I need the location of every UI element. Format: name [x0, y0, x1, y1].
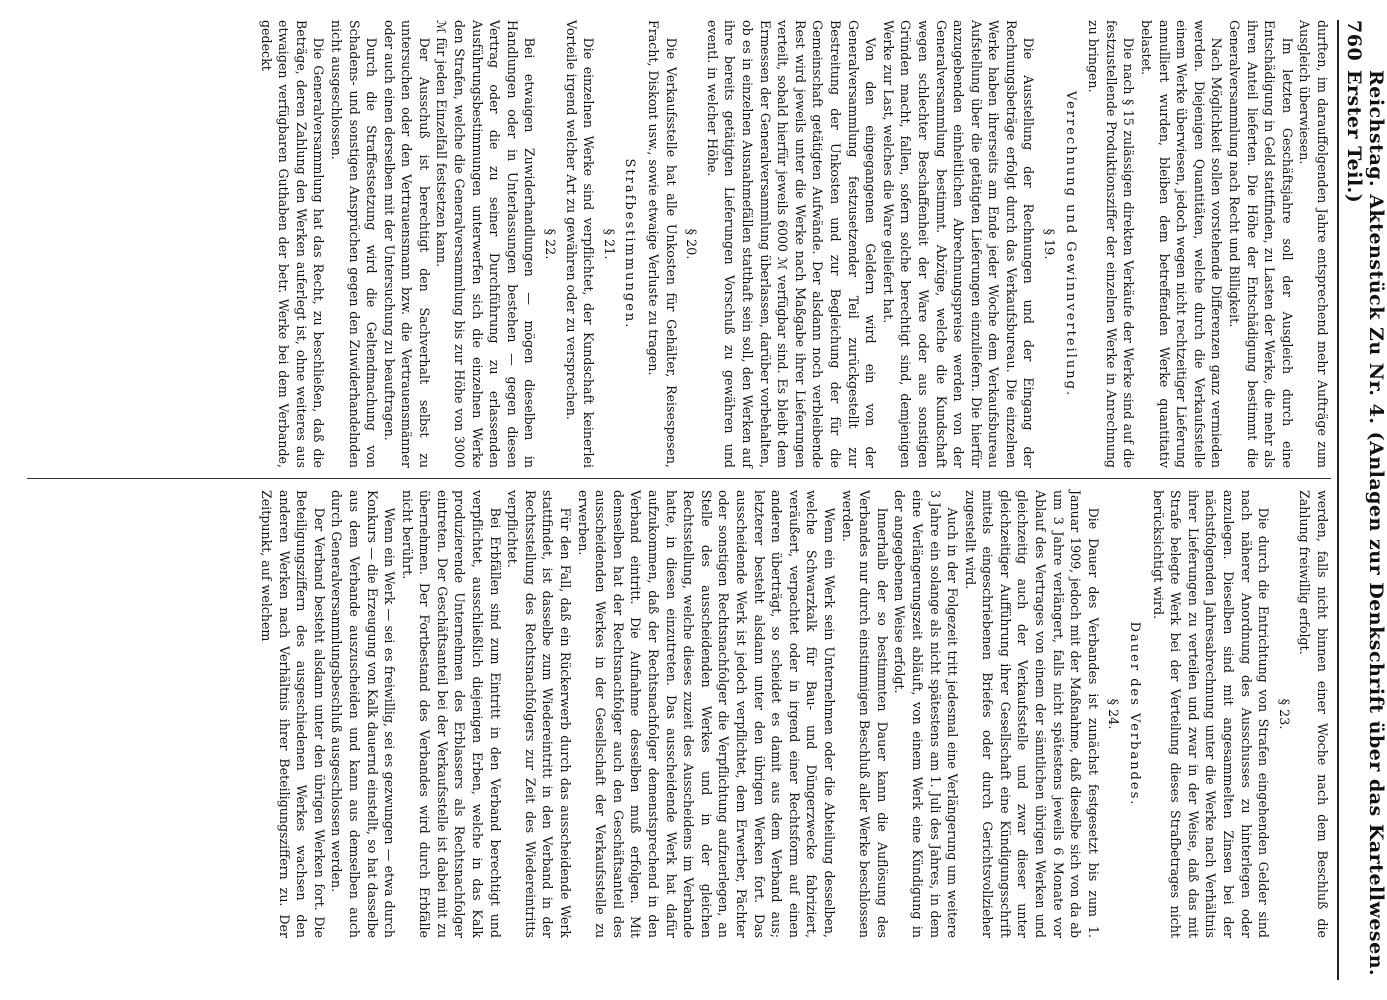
body-paragraph: Die durch die Entrichtung von Strafen eingehenden Gelder sind nach näherer Anordnung des Ausschusses zu hinterlegen oder anzulegen. Dieselben sind mit angesammelten Zinsen bei der nächstfolgenden Jahresabrechnung unter die Werke nach Verhältnis ihrer Lieferungen zu verteilen und zwar in der Weise, daß das mit Strafe belegte Werk bei der Verteilung dieses Strafbetrages nicht berücksichtigt wird.: [1150, 490, 1271, 938]
scanned-page: [7, 20, 1387, 980]
body-paragraph: Die Dauer des Verbandes ist zunächst festgesetzt bis zum 1. Januar 1909, jedoch mit der Maßnahme, daß dieselbe sich von da ab um 3 Jahre verlängert, falls nicht spätestens jeweils 6 Monate vor Ablauf des Vertrages von einem der sämtlichen übrigen Werken und gleichzeitig auch der Verkaufsstelle und zwar dieser unter gleichzeitiger Aufführung ihrer Gesellschaft eine Kündigungsschrift mittels eingeschriebenen Briefes oder durch Gerichtsvollzieher zugestellt wird.: [962, 490, 1101, 938]
body-paragraph: werden, falls nicht binnen einer Woche nach dem Beschluß die Zahlung freiwillig erfolgt.: [1296, 490, 1330, 938]
paragraph-number: § 23.: [1275, 698, 1291, 730]
paragraph-number: § 19.: [1040, 228, 1056, 260]
body-paragraph: Die Ausstellung der Rechnungen und der Eingang der Rechnungsbeträge erfolgt durch das Verkaufsbureau. Die einzelnen Werke haben ihrerseits am Ende jeder Woche dem Verkaufsbureau Aufstellung über die getätigten Lieferungen einzuliefern. Die hierfür anzugebenden einheitlichen Abrechnungspreise werden von der Generalversammlung bestimmt. Abzüge, welche die Kundschaft wegen schlechter Beschaffenheit der Ware oder aus sonstigen Gründen macht, fallen, sofern solche berechtigt sind, demjenigen Werke zur Last, welches die Ware geliefert hat.: [880, 20, 1036, 468]
body-paragraph: Nach Möglichkeit sollen vorstehende Differenzen ganz vermieden werden. Diejenigen Quantitäten, welche durch die Verkaufsstelle einem Werke überwiesen, jedoch wegen nicht rechtzeitiger Lieferung annulliert wurden, bleiben dem betreffenden Werke quantitativ belastet.: [1138, 20, 1224, 468]
section-heading: Dauer des Verbandes.: [1126, 621, 1142, 807]
paragraph-number: § 24.: [1104, 698, 1120, 730]
paragraph-number: § 21.: [600, 228, 616, 260]
body-paragraph: Bei Erbfällen sind zum Eintritt in den Verband berechtigt und verpflichtet, ausschließlich diejenigen Erben, welche in das Kalk produzierende Unternehmen des Erblassers als Rechtsnachfolger eintreten. Der Geschäftsanteil bei der Verkaufsstelle ist dabei mit zu übernehmen. Der Fortbestand des Verbandes wird durch Erbfälle nicht berührt.: [399, 490, 503, 938]
body-paragraph: Die Generalversammlung hat das Recht, zu beschließen, daß die Beträge, deren Zahlung den Werken auferlegt ist, ohne weiteres aus etwaigen verfügbaren Guthaben der betr. Werke bei dem Verbande, gedeckt: [258, 20, 326, 468]
body-paragraph: Die nach § 15 zulässigen direkten Verkäufe der Werke sind auf die festzustellende Produktionsziffer der einzelnen Werke in Anrechnung zu bringen.: [1085, 20, 1136, 468]
section-heading: Strafbestimmungen.: [621, 158, 637, 330]
body-paragraph: Der Verband besteht alsdann unter den übrigen Werken fort. Die Beteiligungsziffern des ausgeschiedenen Werkes wachsen den anderen Werken nach Verhältnis ihrer Beteiligungsziffern zu. Der Zeitpunkt, auf welchem: [258, 490, 327, 938]
body-paragraph: Der Ausschuß ist berechtigt den Sachverhalt selbst zu untersuchen oder den Vertrauensmann bzw. die Vertrauensmänner oder auch einen derselben mit der Untersuchung zu beauftragen.: [381, 20, 432, 468]
body-paragraph: Wenn ein Werk sein Unternehmen oder die Abteilung desselben, welche Schwarzkalk für Bau- und Düngerzwecke fabriziert, veräußert, verpachtet oder in irgend einer Rechtsform auf einen anderen überträgt, so scheidet es damit aus dem Verband aus; letzterer besteht alsdann unter den übrigen Werken fort. Das ausscheidende Werk ist jedoch verpflichtet, dem Erwerber, Pächter oder sonstigen Rechtsnachfolger die Verpflichtung aufzuerlegen, an Stelle des ausscheidenden Werkes und in der gleichen Rechtsstellung, welche dieses zuzeit des Ausscheidens im Verbande hatte, in diesen einzutreten. Das ausscheidende Werk hat dafür aufzukommen, daß der Rechtsnachfolger demenstsprechend in den Verband eintritt. Die Aufnahme desselben muß erfolgen. Mit demselben hat der Rechtsnachfolger auch den Geschäftsanteil des ausscheidenden Werkes in der Gesellschaft der Verkaufsstelle zu erwerben.: [575, 490, 837, 938]
body-paragraph: Bei etwaigen Zuwiderhandlungen — mögen dieselben in Handlungen oder in Unterlassungen bestehen — gegen diesen Vertrag oder die zu seiner Durchführung zu erlassenden Ausführungsbestimmungen unterwerfen sich die einzelnen Werke den Strafen, welche die Generalversammlung bis zur Höhe von 3000 ℳ für jeden Einzelfall festsetzen kann.: [434, 20, 537, 468]
header-rule: [1337, 20, 1339, 980]
body-paragraph: Die einzelnen Werke sind verpflichtet, der Kundschaft keinerlei Vorteile irgend welcher Art zu gewähren oder zu versprechen.: [563, 20, 596, 468]
paragraph-number: § 22.: [541, 228, 557, 260]
body-paragraph: durften, im darauffolgenden Jahre entsprechend mehr Aufträge zum Ausgleich überwiesen.: [1296, 20, 1330, 468]
body-paragraph: Im letzten Geschäftsjahre soll der Ausgleich durch eine Entschädigung in Geld stattfinden, zu Lasten der Werke, die mehr als ihren Anteil lieferten. Die Höhe der Entschädigung bestimmt die Generalversammlung nach Recht und Billigkeit.: [1226, 20, 1295, 468]
section-heading: Verrechnung und Gewinnverteilung.: [1062, 90, 1078, 398]
body-paragraph: Wenn ein Werk — sei es freiwillig, sei es gezwungen — etwa durch Konkurs — die Erzeugung von Kalk dauernd einstellt, so hat dasselbe aus dem Verbande auszuscheiden und kann aus demselben auch durch Generalversammlungsbeschluß ausgeschlossen werden.: [328, 490, 397, 938]
body-paragraph: Von den eingegangenen Geldern wird ein von der Generalversammlung festzusetzender Teil zurückgestellt zur Bestreitung der Unkosten und zur Begleichung der für die Gemeinschaft getätigten Aufwände. Der alsdann noch verbleibende Rest wird jeweils unter die Werke nach Maßgabe ihrer Lieferungen verteilt, sobald hierfür jeweils 6000 ℳ verfügbar sind. Es bleibt dem Ermessen der Generalversammlung überlassen, darüber vorbehalten, ob es in einzelnen Ausnahmefällen statthaft sein soll, den Werken auf ihre bereits getätigten Lieferungen Vorschuß zu gewähren und eventl. in welcher Höhe.: [704, 20, 878, 468]
body-paragraph: Innerhalb der so bestimmten Dauer kann die Auflösung des Verbandes nur durch einstimmigen Beschluß aller Werke beschlossen werden.: [839, 490, 890, 938]
body-paragraph: Die Verkaufsstelle hat alle Unkosten für Gehälter, Reisespesen, Fracht, Diskont usw., sowie etwaige Verluste zu tragen.: [645, 20, 679, 468]
body-paragraph: Auch in der Folgezeit tritt jedesmal eine Verlängerung um weitere 3 Jahre ein solange als nicht spätestens am 1. Juli des Jahres, in dem eine Verlängerungszeit abläuft, von einem Werk eine Kündigung in der angegebenen Weise erfolgt.: [891, 490, 960, 938]
left-column: [27, 20, 1331, 468]
right-column: [27, 490, 1331, 938]
page-header: [1342, 20, 1387, 980]
paragraph-number: § 20.: [682, 228, 698, 260]
page-title: Reichstag. Aktenstück Zu Nr. 4. (Anlagen zur Denkschrift über das Kartellwesen. Erster Teil.): [1342, 70, 1387, 977]
column-divider: [27, 478, 1331, 479]
body-paragraph: Für den Fall, daß ein Rückerwerb durch das ausscheidende Werk stattfindet, ist dasselbe zum Wiedereintritt in den Verband in der Rechtsstellung des Rechtsnachfolgers zur Zeit des Wiedereintritts verpflichtet.: [504, 490, 573, 938]
body-paragraph: Durch die Straffestsetzung wird die Geltendmachung von Schadens- und sonstigen Ansprüchen gegen den Zuwiderhandelnden nicht ausgeschlossen.: [328, 20, 379, 468]
page-number: 760: [1342, 20, 1365, 62]
